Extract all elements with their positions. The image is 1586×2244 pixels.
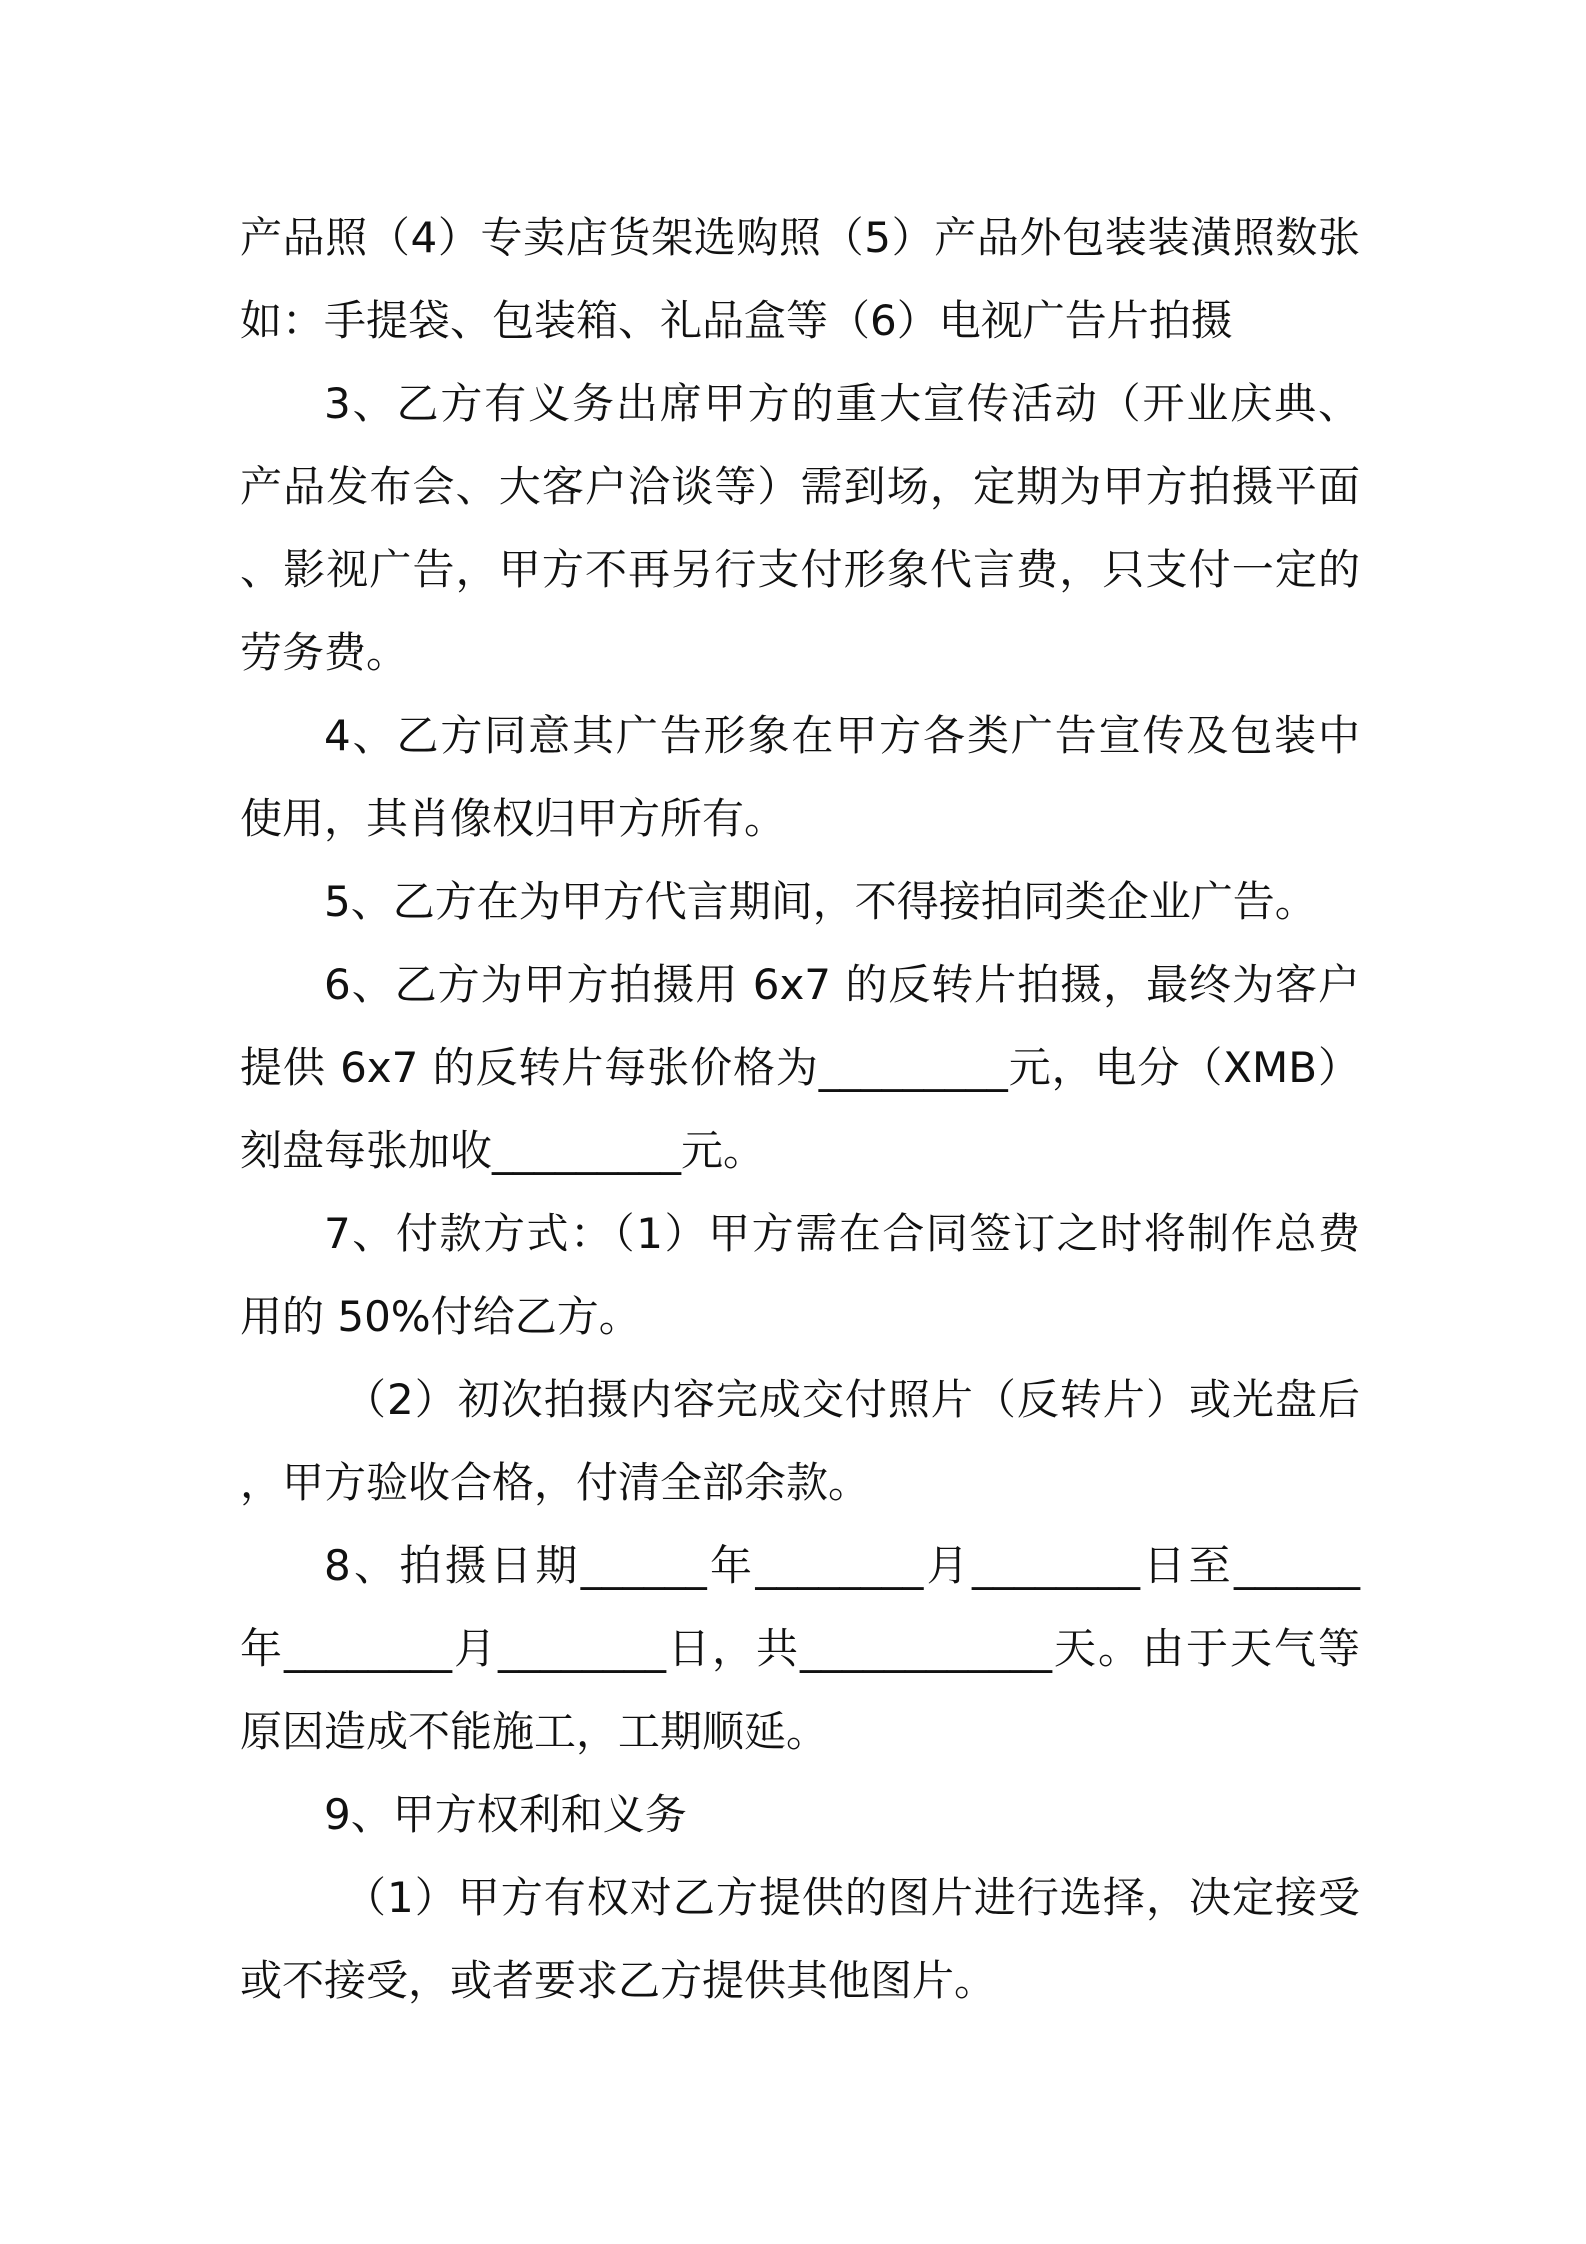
text-line: 4、乙方同意其广告形象在甲方各类广告宣传及包装中 (324, 711, 1360, 760)
text-line: 原因造成不能施工，工期顺延。 (240, 1707, 829, 1756)
text-line: 提供 6x7 的反转片每张价格为_________元，电分（XMB） (240, 1043, 1360, 1092)
text-line: （2）初次拍摄内容完成交付照片（反转片）或光盘后 (344, 1375, 1360, 1424)
text-line: 、影视广告，甲方不再另行支付形象代言费，只支付一定的 (240, 545, 1360, 594)
text-line: 8、拍摄日期______年________月________日至______ (324, 1541, 1360, 1590)
text-line: 劳务费。 (240, 628, 409, 677)
document-body (240, 196, 1360, 2022)
text-line: 5、乙方在为甲方代言期间，不得接拍同类企业广告。 (324, 877, 1317, 926)
text-line: 产品照（4）专卖店货架选购照（5）产品外包装装潢照数张 (240, 213, 1360, 262)
text-line: 6、乙方为甲方拍摄用 6x7 的反转片拍摄，最终为客户 (324, 960, 1360, 1009)
text-line: 使用，其肖像权归甲方所有。 (240, 794, 787, 843)
text-line: 如：手提袋、包装箱、礼品盒等（6）电视广告片拍摄 (240, 296, 1233, 345)
text-line: 或不接受，或者要求乙方提供其他图片。 (240, 1956, 997, 2005)
text-line: 7、付款方式：（1）甲方需在合同签订之时将制作总费 (324, 1209, 1360, 1258)
text-line: 3、乙方有义务出席甲方的重大宣传活动（开业庆典、 (324, 379, 1360, 428)
text-line: 刻盘每张加收_________元。 (240, 1126, 766, 1175)
text-line: ，甲方验收合格，付清全部余款。 (240, 1458, 871, 1507)
text-line: 产品发布会、大客户洽谈等）需到场，定期为甲方拍摄平面 (240, 462, 1360, 511)
text-line: 用的 50%付给乙方。 (240, 1292, 641, 1341)
text-line: 年________月________日，共____________天。由于天气等 (240, 1624, 1360, 1673)
text-line: 9、甲方权利和义务 (324, 1790, 687, 1839)
text-line: （1）甲方有权对乙方提供的图片进行选择，决定接受 (344, 1873, 1360, 1922)
